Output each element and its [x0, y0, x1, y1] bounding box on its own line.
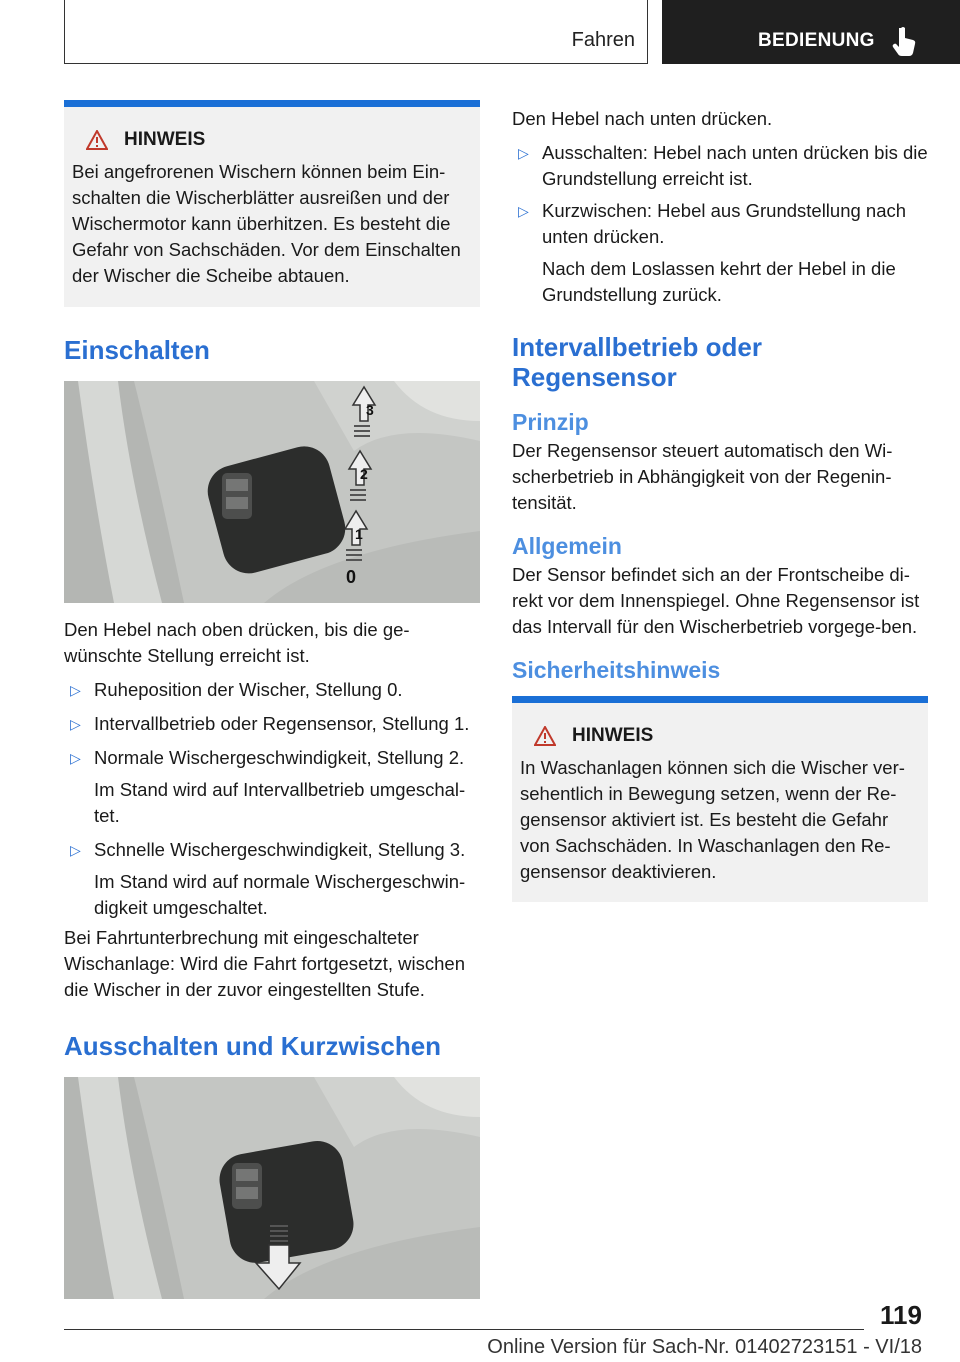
- left-column: [64, 100, 480, 1299]
- header-section: Fahren: [571, 29, 635, 51]
- footer-text: Online Version für Sach-Nr. 01402723151 - VI/18: [487, 1336, 922, 1358]
- right-column: [512, 106, 928, 902]
- note-header: [520, 725, 918, 747]
- note-text: In Waschanlagen können sich die Wischer ver-sehentlich in Bewegung setzen, wenn der Re-gensensor aktiviert ist. Es besteht die Gefahr von Sachschäden. In Waschanlagen den Re-gensensor deaktivieren.: [520, 757, 905, 882]
- warning-note: [64, 100, 480, 307]
- heading-ausschalten: Ausschalten und Kurzwischen: [64, 1031, 442, 1061]
- list-subtext: Im Stand wird auf Intervallbetrieb umgeschal-tet.: [94, 779, 466, 826]
- list-item: ▷ Ruheposition der Wischer, Stellung 0.: [64, 677, 480, 703]
- note-title: HINWEIS: [124, 129, 206, 150]
- fahrtunterbrechung-text: Bei Fahrtunterbrechung mit eingeschalteter Wischanlage: Wird die Fahrt fortgesetzt, wischen die Wischer in der zuvor eingestellten Stufe.: [64, 927, 465, 1000]
- list-item: ▷ Normale Wischergeschwindigkeit, Stellung 2.: [64, 745, 480, 771]
- position-list-cont: [64, 837, 480, 863]
- note-header: [72, 129, 470, 151]
- heading-einschalten: Einschalten: [64, 335, 210, 365]
- header-section-box: [64, 0, 648, 64]
- figure-label-2: 2: [360, 466, 368, 482]
- figure-lever-down: [64, 1077, 480, 1299]
- allgemein-text: Der Sensor befindet sich an der Frontscheibe di-rekt vor dem Innenspiegel. Ohne Regensensor ist das Intervall für den Wischerbetrieb vorgege-ben.: [512, 564, 920, 637]
- hand-pointer-icon: [892, 26, 918, 56]
- triangle-bullet-icon: ▷: [70, 842, 81, 858]
- figure-label-1: 1: [355, 526, 363, 542]
- header-chapter: BEDIENUNG: [758, 30, 875, 51]
- note-title: HINWEIS: [572, 725, 654, 746]
- footer-divider: [64, 1329, 864, 1330]
- warning-note: [512, 696, 928, 902]
- list-subtext: Nach dem Loslassen kehrt der Hebel in die Grundstellung zurück.: [542, 258, 896, 305]
- list-item: ▷ Intervallbetrieb oder Regensensor, Stellung 1.: [64, 711, 480, 737]
- prinzip-text: Der Regensensor steuert automatisch den Wi-scherbetrieb in Abhängigkeit von der Regenin-tensität.: [512, 440, 893, 513]
- position-list: [64, 677, 480, 771]
- triangle-bullet-icon: ▷: [70, 750, 81, 766]
- ausschalten-intro: Den Hebel nach unten drücken.: [512, 108, 773, 129]
- list-subtext: Im Stand wird auf normale Wischergeschwin-digkeit umgeschaltet.: [94, 871, 466, 918]
- lever-down-illustration: [64, 1077, 480, 1299]
- list-item: ▷ Kurzwischen: Hebel aus Grundstellung nach unten drücken.: [518, 200, 907, 247]
- triangle-bullet-icon: ▷: [518, 145, 529, 161]
- warning-triangle-icon: [86, 130, 108, 150]
- heading-sicherheitshinweis: Sicherheitshinweis: [512, 657, 721, 683]
- page-number: 119: [880, 1300, 922, 1330]
- triangle-bullet-icon: ▷: [70, 682, 81, 698]
- list-item: ▷ Schnelle Wischergeschwindigkeit, Stellung 3.: [64, 837, 480, 863]
- triangle-bullet-icon: ▷: [518, 203, 529, 219]
- figure-label-0: 0: [346, 567, 357, 587]
- heading-prinzip: Prinzip: [512, 409, 589, 435]
- heading-intervallbetrieb: Intervallbetrieb oder Regensensor: [512, 332, 762, 392]
- note-text: Bei angefrorenen Wischern können beim Ein-schalten die Wischerblätter ausreißen und der Wischermotor kann überhitzen. Es besteht die Gefahr von Sachschäden. Vor dem Einschalten der Wischer die Scheibe abtauen.: [72, 161, 461, 286]
- warning-triangle-icon: [534, 726, 556, 746]
- ausschalten-list: [512, 140, 928, 250]
- list-item: ▷ Ausschalten: Hebel nach unten drücken bis die Grundstellung erreicht ist.: [518, 142, 928, 189]
- lever-up-illustration: [64, 381, 480, 603]
- triangle-bullet-icon: ▷: [70, 716, 81, 732]
- figure-label-3: 3: [366, 402, 374, 418]
- figure-lever-up: [64, 381, 480, 603]
- heading-allgemein: Allgemein: [512, 533, 622, 559]
- einschalten-intro: Den Hebel nach oben drücken, bis die ge-wünschte Stellung erreicht ist.: [64, 619, 410, 666]
